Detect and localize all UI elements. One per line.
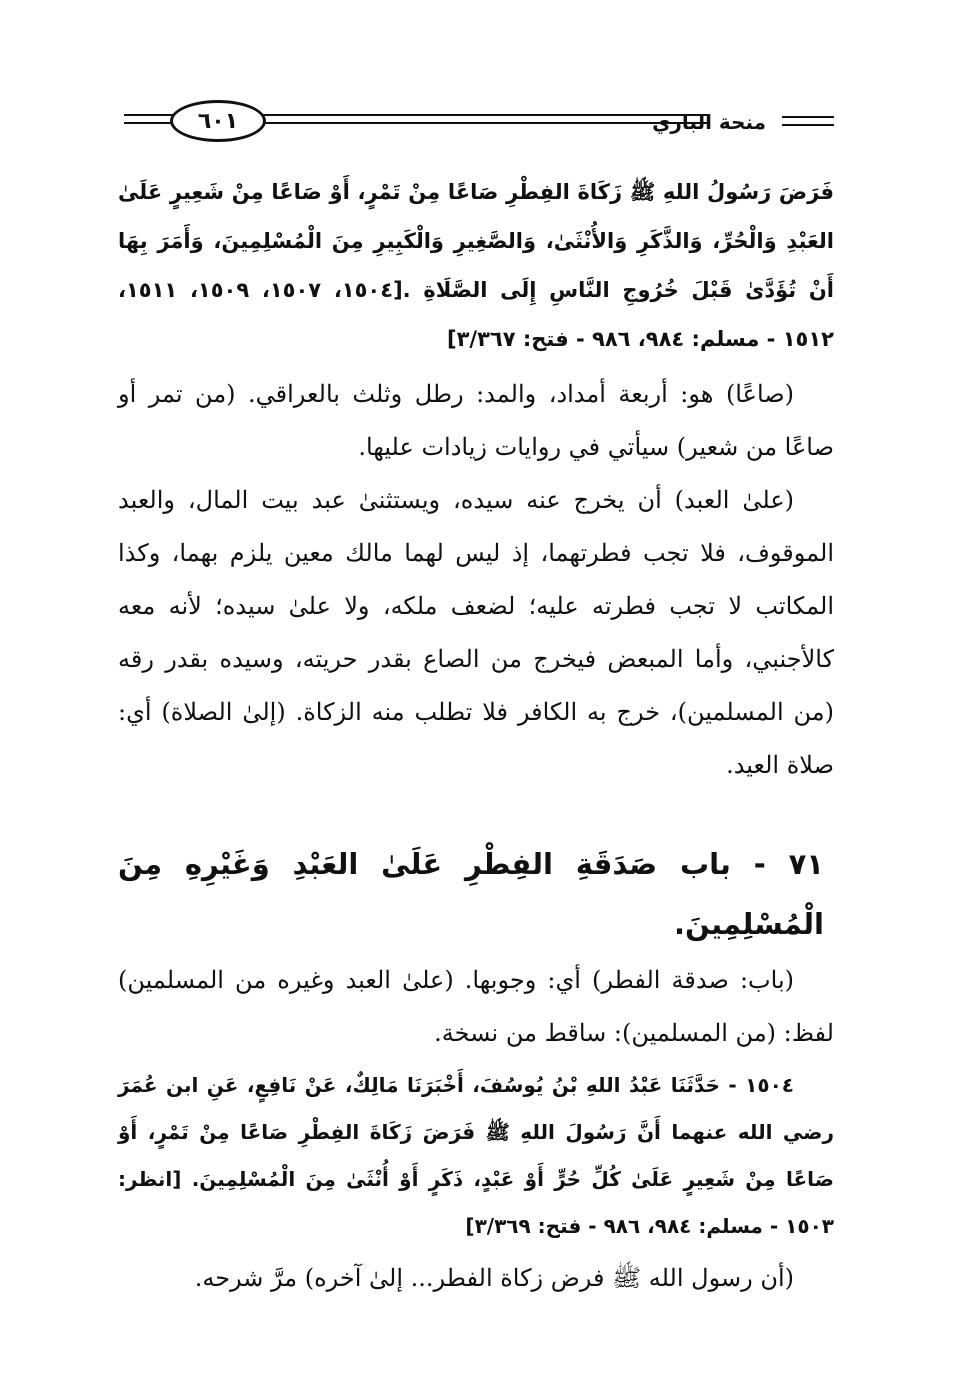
page-content: [118, 168, 834, 1305]
commentary-paragraph: (علىٰ العبد) أن يخرج عنه سيده، ويستثنىٰ عبد بيت المال، والعبد الموقوف، فلا تجب فطرتهما، إذ ليس لهما مالك معين يلزم بهما، وكذا المكاتب لا تجب فطرته عليه؛ لضعف ملكه، ولا علىٰ سيده؛ لأنه معه كالأجنبي، وأما المبعض فيخرج من الصاع بقدر حريته، وسيده بقدر رقه (من المسلمين)، خرج به الكافر فلا تطلب منه الزكاة. (إلىٰ الصلاة) أي: صلاة العيد.: [118, 486, 834, 779]
chapter-explanation: (باب: صدقة الفطر) أي: وجوبها. (علىٰ العبد وغيره من المسلمين) لفظ: (من المسلمين): ساقط من نسخة.: [118, 966, 834, 1047]
book-title: منحة الباري: [652, 110, 766, 134]
page-number: ٦٠١: [170, 100, 266, 142]
hadith-text: ١٥٠٤ - حَدَّثَنَا عَبْدُ اللهِ بْنُ يُوسُفَ، أَخْبَرَنَا مَالِكٌ، عَنْ نَافِعٍ، عَنِ ابن عُمَرَ رضي الله عنهما أَنَّ رَسُولَ اللهِ ﷺ فَرَضَ زَكَاةَ الفِطْرِ صَاعًا مِنْ تَمْرٍ، أَوْ صَاعًا مِنْ شَعِيرٍ عَلَىٰ كُلِّ حُرٍّ أَوْ عَبْدٍ، ذَكَرٍ أَوْ أُنْثَىٰ مِنَ الْمُسْلِمِينَ. [انظر: ١٥٠٣ - مسلم: ٩٨٤، ٩٨٦ - فتح: ٣/٣٦٩]: [118, 1073, 834, 1238]
header-rule-right: [782, 116, 834, 126]
closing-commentary: (أن رسول الله ﷺ فرض زكاة الفطر... إلىٰ آخره) مرَّ شرحه.: [194, 1264, 794, 1292]
page-header: [118, 100, 834, 150]
header-rule-middle: [258, 114, 708, 124]
chapter-heading: ٧١ - باب صَدَقَةِ الفِطْرِ عَلَىٰ العَبْدِ وَغَيْرِهِ مِنَ الْمُسْلِمِينَ.: [118, 847, 824, 941]
commentary-paragraph: (صاعًا) هو: أربعة أمداد، والمد: رطل وثلث بالعراقي. (من تمر أو صاعًا من شعير) سيأتي في روايات زيادات عليها.: [118, 380, 834, 461]
hadith-text: فَرَضَ رَسُولُ اللهِ ﷺ زَكَاةَ الفِطْرِ صَاعًا مِنْ تَمْرٍ، أَوْ صَاعًا مِنْ شَعِيرٍ عَلَىٰ العَبْدِ وَالْحُرِّ، وَالذَّكَرِ وَالأُنْثَىٰ، وَالصَّغِيرِ وَالْكَبِيرِ مِنَ الْمُسْلِمِينَ، وَأَمَرَ بِهَا أَنْ تُؤَدَّىٰ قَبْلَ خُرُوجِ النَّاسِ إِلَى الصَّلَاةِ .[١٥٠٤، ١٥٠٧، ١٥٠٩، ١٥١١، ١٥١٢ - مسلم: ٩٨٤، ٩٨٦ - فتح: ٣/٣٦٧]: [118, 180, 834, 351]
